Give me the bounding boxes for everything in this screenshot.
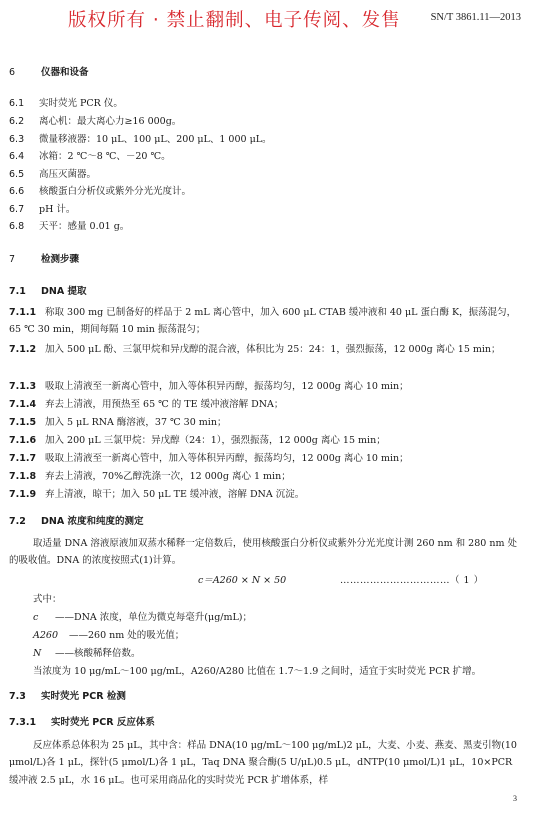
step-number: 7.1.3 <box>9 381 37 392</box>
item-text: 冰箱：2 ℃～8 ℃、－20 ℃。 <box>39 151 171 162</box>
subsection-title: DNA 提取 <box>41 286 87 297</box>
step-text: 吸取上清液至一新离心管中，加入等体积异丙醇，振荡均匀，12 000g 离心 10 min； <box>45 453 409 464</box>
item-text: pH 计。 <box>39 204 76 215</box>
step-number: 7.1.5 <box>9 417 37 428</box>
procedure-step <box>9 450 523 467</box>
step-text: 吸取上清液至一新离心管中，加入等体积异丙醇，振荡均匀，12 000g 离心 10 min； <box>45 381 409 392</box>
where-label: 式中： <box>33 594 62 605</box>
subsection-number: 7.3 <box>9 691 26 702</box>
list-item <box>9 218 129 232</box>
procedure-step <box>9 341 523 358</box>
list-item <box>9 166 96 180</box>
item-text: 高压灭菌器。 <box>39 169 97 180</box>
section-number: 7 <box>9 254 16 265</box>
step-text: 加入 5 μL RNA 酶溶液，37 ℃ 30 min； <box>45 417 227 428</box>
procedure-step <box>9 486 523 503</box>
step-number: 7.1.1 <box>9 307 37 318</box>
variable-symbol: A260 <box>33 630 58 641</box>
reaction-system-paragraph: 反应体系总体积为 25 μL，其中含：样品 DNA(10 μg/mL～100 μg/mL)2 μL，大麦、小麦、燕麦、黑麦引物(10 μmol/L)各 1 μL，探针(5 μmol/L)各 1 μL，Taq DNA 聚合酶(5 U/μL)0.5 μL，dNTP(10 μmol/L)1 μL，10×PCR 缓冲液 2.5 μL，水 16 μL。也可采用商品化的实时荧光 PCR 扩增体系，样 <box>9 740 517 786</box>
list-item <box>9 183 191 197</box>
item-number: 6.5 <box>9 169 25 180</box>
subsection-title: 实时荧光 PCR 反应体系 <box>51 717 155 728</box>
subsection-7-2-heading <box>9 513 144 527</box>
copyright-warning: 版权所有 · 禁止翻制、电子传阅、发售 <box>68 10 401 31</box>
variable-description: ——DNA 浓度，单位为微克每毫升(μg/mL)； <box>55 612 252 623</box>
procedure-step <box>9 378 523 395</box>
subsection-7-3-1-heading <box>9 714 155 728</box>
variable-symbol: c <box>33 612 39 623</box>
variable-description: ——260 nm 处的吸光值； <box>69 630 185 641</box>
concentration-formula: c＝A260 × N × 50 <box>198 575 287 586</box>
section-title: 仪器和设备 <box>41 67 89 78</box>
item-number: 6.4 <box>9 151 25 162</box>
item-text: 实时荧光 PCR 仪。 <box>39 98 123 109</box>
step-number: 7.1.2 <box>9 344 37 355</box>
step-number: 7.1.6 <box>9 435 37 446</box>
item-number: 6.6 <box>9 186 25 197</box>
section-number: 6 <box>9 67 16 78</box>
step-number: 7.1.9 <box>9 489 37 500</box>
step-text: 称取 300 mg 已制备好的样品于 2 mL 离心管中，加入 600 μL CTAB 缓冲液和 40 μL 蛋白酶 K，振荡混匀，65 ℃ 30 min，期间每隔 10 min 振荡混匀； <box>9 307 517 336</box>
section-7-heading <box>9 251 79 265</box>
subsection-title: 实时荧光 PCR 检测 <box>41 691 126 702</box>
list-item <box>9 113 181 127</box>
subsection-number: 7.2 <box>9 516 26 527</box>
step-text: 弃上清液，晾干；加入 50 μL TE 缓冲液，溶解 DNA 沉淀。 <box>45 489 305 500</box>
ratio-condition-text: 当浓度为 10 μg/mL～100 μg/mL，A260/A280 比值在 1.7～1.9 之间时，适宜于实时荧光 PCR 扩增。 <box>33 666 482 677</box>
step-number: 7.1.4 <box>9 399 37 410</box>
formula-reference: ……………………………（ 1 ） <box>340 575 484 586</box>
item-number: 6.1 <box>9 98 25 109</box>
procedure-step <box>9 304 523 339</box>
list-item <box>9 95 123 109</box>
list-item <box>9 148 171 162</box>
step-text: 弃去上清液，用预热至 65 ℃ 的 TE 缓冲液溶解 DNA； <box>45 399 284 410</box>
subsection-7-3-heading <box>9 688 126 702</box>
step-number: 7.1.8 <box>9 471 37 482</box>
item-number: 6.2 <box>9 116 25 127</box>
variable-definition <box>33 609 252 623</box>
variable-symbol: N <box>33 648 42 659</box>
subsection-title: DNA 浓度和纯度的测定 <box>41 516 144 527</box>
variable-description: ——核酸稀释倍数。 <box>55 648 141 659</box>
procedure-step <box>9 396 523 413</box>
list-item <box>9 131 272 145</box>
step-text: 弃去上清液，70%乙醇洗涤一次，12 000g 离心 1 min； <box>45 471 291 482</box>
procedure-step <box>9 414 523 431</box>
list-item <box>9 201 75 215</box>
step-number: 7.1.7 <box>9 453 37 464</box>
step-text: 加入 200 μL 三氯甲烷：异戊醇（24：1），强烈振荡，12 000g 离心 15 min； <box>45 435 386 446</box>
variable-definition <box>33 645 141 659</box>
step-text: 加入 500 μL 酚、三氯甲烷和异戊醇的混合液，体积比为 25：24：1，强烈振荡，12 000g 离心 15 min； <box>45 344 501 355</box>
item-number: 6.3 <box>9 134 25 145</box>
section-6-heading <box>9 64 89 78</box>
subsection-number: 7.3.1 <box>9 717 37 728</box>
item-text: 离心机：最大离心力≥16 000g。 <box>39 116 182 127</box>
item-number: 6.7 <box>9 204 25 215</box>
item-text: 微量移液器：10 μL、100 μL、200 μL、1 000 μL。 <box>39 134 272 145</box>
procedure-step <box>9 432 523 449</box>
page-number: 3 <box>513 794 517 803</box>
item-text: 天平：感量 0.01 g。 <box>39 221 130 232</box>
procedure-step <box>9 468 523 485</box>
item-text: 核酸蛋白分析仪或紫外分光光度计。 <box>39 186 192 197</box>
subsection-7-1-heading <box>9 283 87 297</box>
variable-definition <box>33 627 184 641</box>
subsection-number: 7.1 <box>9 286 26 297</box>
standard-number: SN/T 3861.11—2013 <box>430 12 521 23</box>
dna-measurement-paragraph: 取适量 DNA 溶液原液加双蒸水稀释一定倍数后，使用核酸蛋白分析仪或紫外分光光度计测 260 nm 和 280 nm 处的吸收值。DNA 的浓度按照式(1)计算。 <box>9 538 517 567</box>
section-title: 检测步骤 <box>41 254 80 265</box>
item-number: 6.8 <box>9 221 25 232</box>
